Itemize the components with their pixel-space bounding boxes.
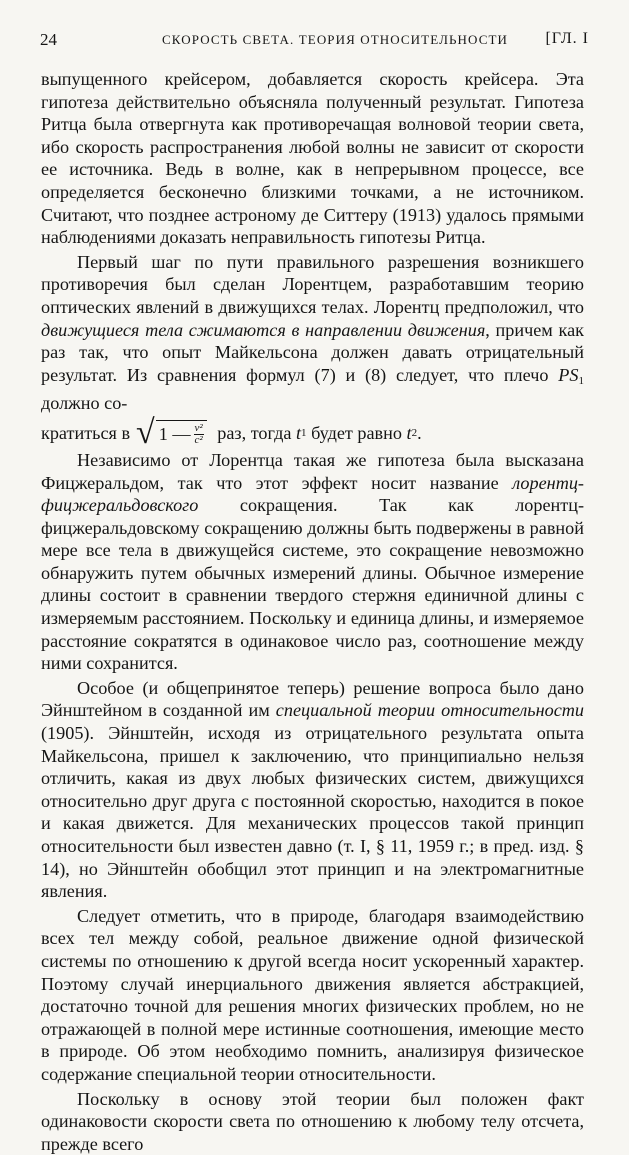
paragraph-2-text-a: Первый шаг по пути правильного разрешения возникшего противоречия был сделан Лорентцем, разработавшим теорию оптических явлений в движущихся телах. Лорентц предположил, что: [41, 251, 584, 317]
paragraph-6: Поскольку в основу этой теории был положен факт одинаковости скорости света по отношению к любому телу отсчета, прежде всего: [41, 1088, 584, 1154]
chapter-label: [ГЛ. I: [545, 30, 589, 47]
sqrt-icon: √: [136, 413, 155, 451]
formula-line: [41, 413, 584, 451]
paragraph-3-text-b: сокращения. Так как лорентц-фицжеральдовскому сокращению должны быть подвержены в равной мере все тела в движущейся системе, это сокращение невозможно обнаружить путем обычных измерений длины. Обычное измерение длины состоит в сравнении твердого стержня единичной длины с измеряемым расстоянием. Поскольку и единица длины, и измеряемое расстояние сократятся в одинаковое число раз, соотношение между ними сохранится.: [41, 495, 584, 674]
page-body: [41, 68, 584, 1155]
t2-symbol: t: [406, 422, 412, 443]
t1-symbol: t: [295, 422, 302, 443]
ps-subscript: 1: [578, 374, 584, 387]
t2-subscript: 2: [411, 426, 418, 439]
formula-one: 1 —: [158, 424, 191, 445]
paragraph-4-text-a: Особое (и общепринятое теперь) решение вопроса было дано Эйнштейном в созданной им: [41, 677, 584, 721]
paragraph-2-text-b: , причем как раз так, что опыт Майкельсона должен давать отрицательный результат. Из сравнения формул (7) и (8) следует, что плечо: [41, 319, 584, 385]
t1-subscript: 1: [301, 426, 307, 439]
formula-mid: раз, тогда: [212, 422, 296, 443]
fraction-denominator: c²: [194, 433, 203, 446]
running-title: СКОРОСТЬ СВЕТА. ТЕОРИЯ ОТНОСИТЕЛЬНОСТИ: [162, 32, 508, 47]
paragraph-4-text-b: (1905). Эйнштейн, исходя из отрицательного результата опыта Майкельсона, пришел к заключению, что принципиально нельзя отличить, какая из двух любых физических систем, движущихся относительно друг друга с постоянной скоростью, находится в покое и какая движется. Для механических процессов такой принцип относительности был известен давно (т. I, § 11, 1959 г.; в пред. изд. § 14), но Эйнштейн обобщил этот принцип и на электромагнитные явления.: [41, 723, 584, 902]
ps-symbol: PS: [558, 364, 579, 385]
paragraph-2-emphasis: движущиеся тела сжимаются в направлении движения: [41, 319, 486, 340]
sqrt-body: [156, 420, 207, 446]
paragraph-2: [41, 251, 584, 415]
paragraph-1: выпущенного крейсером, добавляется скорость крейсера. Эта гипотеза действительно объясняла полученный результат. Гипотеза Ритца была отвергнута как противоречащая волновой теории света, ибо скорость распространения любой волны не зависит от скорости ее источника. Ведь в волне, как в непрерывном процессе, все определяется бесконечно близкими точками, а не источником. Считают, что позднее астроному де Ситтеру (1913) удалось прямыми наблюдениями доказать неправильность гипотезы Ритца.: [41, 69, 584, 248]
fraction-numerator: v²: [194, 421, 203, 434]
formula-prefix: кратиться в: [41, 422, 131, 443]
paragraph-3: [41, 449, 584, 675]
page-header: [40, 30, 589, 52]
paragraph-2-text-c: должно со-: [41, 393, 128, 414]
fraction: [194, 423, 204, 446]
page-number: 24: [40, 30, 57, 49]
formula-end: .: [417, 422, 422, 443]
formula-mid-2: будет равно: [306, 422, 407, 443]
sqrt-formula: [136, 413, 207, 451]
paragraph-4-emphasis: специальной теории относительности: [275, 700, 584, 721]
paragraph-4: [41, 677, 584, 903]
paragraph-3-emphasis: лорентц-фицжеральдовского: [41, 472, 584, 516]
paragraph-5: Следует отметить, что в природе, благодаря взаимодействию всех тел между собой, реальное движение одной физической системы по отношению к другой всегда носит ускоренный характер. Поэтому случай инерциального движения является абстракцией, достаточно точной для решения многих физических проблем, но не отражающей в полной мере истинные соотношения, имеющие место в природе. Об этом необходимо помнить, анализируя физическое содержание специальной теории относительности.: [41, 905, 584, 1084]
paragraph-3-text-a: Независимо от Лорентца такая же гипотеза была высказана Фицжеральдом, так что этот эффект носит название: [41, 449, 584, 493]
